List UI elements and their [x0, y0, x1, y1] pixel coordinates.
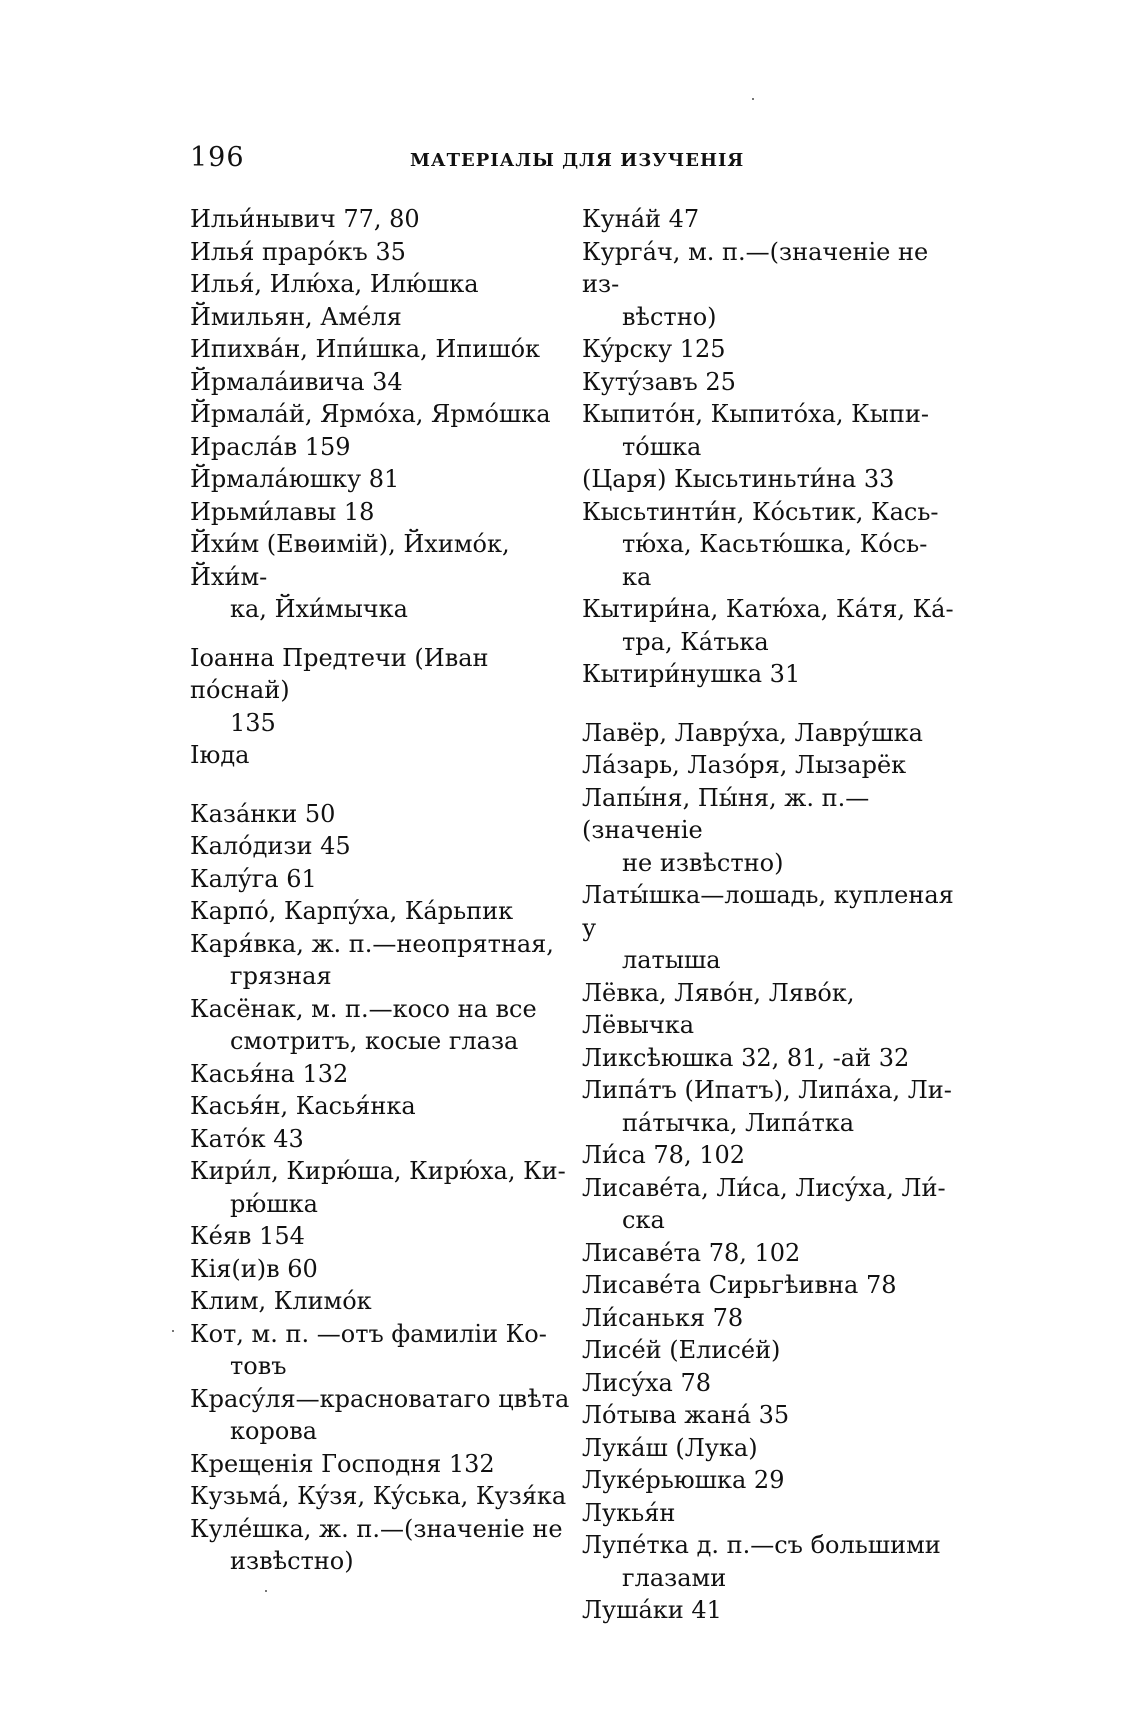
entry-text: Ликсѣюшка 32, 81, -ай 32 [582, 1043, 910, 1072]
entry-text: Ираслáв 159 [190, 432, 351, 461]
index-entry [190, 301, 580, 334]
entry-text: Латы́шка—лошадь, купленая у [582, 881, 954, 942]
entry-text: Кытири́на, Катю́ха, Кáтя, Кá- [582, 595, 954, 623]
entry-text: Карпó, Карпýха, Кáрьпик [190, 897, 514, 925]
index-entry [190, 1285, 580, 1318]
entry-continuation: латыша [622, 946, 721, 974]
index-entry [582, 1172, 967, 1237]
index-entry [582, 1269, 967, 1302]
entry-continuation: товъ [230, 1352, 287, 1380]
entry-text: Лисавéта Сирьгѣивна 78 [582, 1271, 897, 1299]
index-entry [190, 463, 580, 496]
entry-text: Кысьтинти́н, Кóсьтик, Кась- [582, 497, 939, 526]
index-entry [582, 1139, 967, 1172]
index-entry [190, 993, 580, 1058]
entry-text: Лушáки 41 [582, 1596, 722, 1624]
entry-text: Ильи́нывич 77, 80 [190, 205, 420, 233]
index-entry [190, 1253, 580, 1286]
index-entry [582, 977, 967, 1042]
entry-continuation: ка [622, 562, 652, 591]
index-entry [190, 1318, 580, 1383]
entry-text: Лукья́н [582, 1498, 676, 1527]
entry-continuation: извѣстно) [230, 1547, 354, 1575]
index-entry [190, 1383, 580, 1448]
entry-continuation: рю́шка [230, 1189, 318, 1218]
entry-text: (Царя) Кысьтиньти́на 33 [582, 465, 895, 493]
entry-continuation: тóшка [622, 432, 702, 461]
index-entry [582, 749, 967, 782]
entry-text: Йрмалáюшку 81 [190, 465, 400, 493]
entry-text: Касья́н, Касья́нка [190, 1092, 416, 1120]
index-entry [190, 895, 580, 928]
entry-text: Кéяв 154 [190, 1222, 305, 1250]
entry-text: Кургáч, м. п.—(значеніе не из- [582, 237, 929, 298]
index-entry [582, 366, 967, 399]
entry-continuation: грязная [230, 962, 332, 990]
index-entry [190, 1123, 580, 1156]
entry-text: Іюда [190, 741, 250, 769]
index-entry [190, 1090, 580, 1123]
entry-text: Лисавéта 78, 102 [582, 1238, 801, 1267]
entry-spacer [582, 691, 967, 717]
entry-text: Лупéтка д. п.—съ большими [582, 1531, 941, 1559]
index-entry [582, 398, 967, 463]
index-entry [582, 1399, 967, 1432]
entry-text: Лисýха 78 [582, 1368, 712, 1397]
entry-text: Кутýзавъ 25 [582, 367, 736, 396]
entry-text: Илья́ прарóкъ 35 [190, 237, 406, 266]
index-entry [190, 863, 580, 896]
entry-text: Кузьмá, Кýзя, Кýська, Кузя́ка [190, 1482, 567, 1510]
index-entry [190, 398, 580, 431]
index-entry [582, 1334, 967, 1367]
index-entry [582, 1074, 967, 1139]
entry-text: Касёнак, м. п.—косо на все [190, 994, 537, 1023]
index-entry [190, 236, 580, 269]
entry-text: Іоанна Предтечи (Иван пóснай) [190, 643, 489, 704]
paper-speck [752, 98, 754, 100]
entry-text: Кунáй 47 [582, 205, 700, 233]
entry-text: Липáтъ (Ипатъ), Липáха, Ли- [582, 1076, 952, 1104]
index-entry [582, 496, 967, 561]
index-entry [190, 528, 580, 626]
index-entry [582, 333, 967, 366]
index-entry [190, 1058, 580, 1091]
entry-text: Кытири́нушка 31 [582, 660, 801, 688]
index-entry [582, 1042, 967, 1075]
index-entry [190, 1155, 580, 1220]
entry-continuation: тю́ха, Касьтю́шка, Кóсь- [622, 530, 928, 558]
index-entry [190, 1480, 580, 1513]
index-entry [582, 1497, 967, 1530]
index-entry [582, 236, 967, 334]
entry-text: Ирьми́лавы 18 [190, 497, 375, 526]
entry-text: Йрмалáивича 34 [190, 367, 403, 396]
paper-speck [265, 1590, 267, 1592]
left-column [190, 203, 580, 1578]
entry-text: Крещенія Господня 132 [190, 1449, 495, 1478]
index-entry [582, 203, 967, 236]
running-title: МАТЕРІАЛЫ ДЛЯ ИЗУЧЕНІЯ [410, 150, 745, 171]
index-entry [582, 1367, 967, 1400]
entry-text: Калýга 61 [190, 864, 317, 893]
entry-text: Ли́санькя 78 [582, 1303, 744, 1332]
right-column [582, 203, 967, 1627]
entry-text: Кот, м. п. —отъ фамиліи Ко- [190, 1319, 547, 1348]
index-entry [582, 1464, 967, 1497]
entry-text: Клим, Климóк [190, 1287, 372, 1315]
index-entry [190, 366, 580, 399]
index-entry [582, 593, 967, 658]
index-entry [190, 1448, 580, 1481]
entry-continuation: тра, Кáтька [622, 627, 769, 656]
index-entry [582, 717, 967, 750]
index-entry [582, 1302, 967, 1335]
entry-continuation: корова [230, 1417, 318, 1445]
entry-text: Лóтыва жанá 35 [582, 1401, 790, 1429]
entry-text: Казáнки 50 [190, 799, 336, 828]
index-entry [582, 561, 967, 594]
entry-text: Лавёр, Лаврýха, Лаврýшка [582, 718, 923, 747]
entry-continuation: смотритъ, косые глаза [230, 1027, 519, 1055]
index-entry [190, 333, 580, 366]
index-entry [190, 1513, 580, 1578]
entry-text: Кири́л, Кирю́ша, Кирю́ха, Ки- [190, 1157, 566, 1185]
entry-text: Касья́на 132 [190, 1059, 349, 1088]
entry-text: Лисéй (Елисéй) [582, 1336, 781, 1364]
page-number: 196 [190, 142, 245, 173]
index-entry [582, 463, 967, 496]
index-entry [190, 798, 580, 831]
entry-text: Кулéшка, ж. п.—(значеніе не [190, 1514, 563, 1543]
entry-continuation: 135 [230, 708, 276, 737]
index-entry [190, 203, 580, 236]
entry-text: Кыпитóн, Кыпитóха, Кыпи- [582, 400, 929, 428]
entry-text: Лисавéта, Ли́са, Лисýха, Ли́- [582, 1173, 946, 1202]
index-entry [582, 1529, 967, 1594]
index-entry [190, 642, 580, 740]
index-entry [190, 268, 580, 301]
entry-continuation: пáтычка, Липáтка [622, 1108, 855, 1137]
paper-speck [172, 1330, 174, 1332]
entry-text: Лукáш (Лука) [582, 1433, 758, 1462]
entry-text: Калóдизи 45 [190, 832, 351, 860]
entry-text: Ймильян, Амéля [190, 302, 402, 331]
entry-text: Красýля—красноватаго цвѣта [190, 1384, 570, 1413]
entry-text: Кія(и)в 60 [190, 1254, 318, 1283]
entry-text: Лукéрьюшка 29 [582, 1466, 785, 1494]
index-entry [190, 739, 580, 772]
entry-spacer [190, 626, 580, 642]
entry-text: Катóк 43 [190, 1124, 304, 1153]
entry-text: Кýрску 125 [582, 335, 726, 363]
entry-continuation: ска [622, 1206, 665, 1234]
entry-text: Илья́, Илю́ха, Илю́шка [190, 270, 479, 298]
entry-text: Лáзарь, Лазóря, Лызарёк [582, 751, 907, 779]
index-entry [190, 1220, 580, 1253]
entry-text: Ипихвáн, Ипи́шка, Ипишóк [190, 335, 541, 363]
entry-text: Ли́са 78, 102 [582, 1141, 746, 1169]
index-entry [582, 879, 967, 977]
index-entry [190, 928, 580, 993]
index-entry [190, 496, 580, 529]
entry-continuation: ка, Йхи́мычка [230, 595, 408, 623]
entry-spacer [190, 772, 580, 798]
index-entry [582, 782, 967, 880]
entry-text: Йрмалáй, Ярмóха, Ярмóшка [190, 400, 551, 428]
entry-text: Каря́вка, ж. п.—неопрятная, [190, 929, 554, 958]
index-entry [190, 830, 580, 863]
entry-text: Лёвка, Лявóн, Лявóк, Лёвычка [582, 978, 855, 1039]
entry-text: Лапы́ня, Пы́ня, ж. п.—(значеніе [582, 783, 870, 844]
index-entry [582, 1237, 967, 1270]
entry-text: Йхи́м (Евѳимій), Йхимóк, Йхи́м- [190, 530, 510, 591]
entry-continuation: не извѣстно) [622, 848, 784, 877]
entry-continuation: вѣстно) [622, 302, 717, 331]
index-entry [582, 658, 967, 691]
index-entry [582, 1594, 967, 1627]
index-entry [582, 1432, 967, 1465]
entry-continuation: глазами [622, 1563, 727, 1592]
index-entry [190, 431, 580, 464]
